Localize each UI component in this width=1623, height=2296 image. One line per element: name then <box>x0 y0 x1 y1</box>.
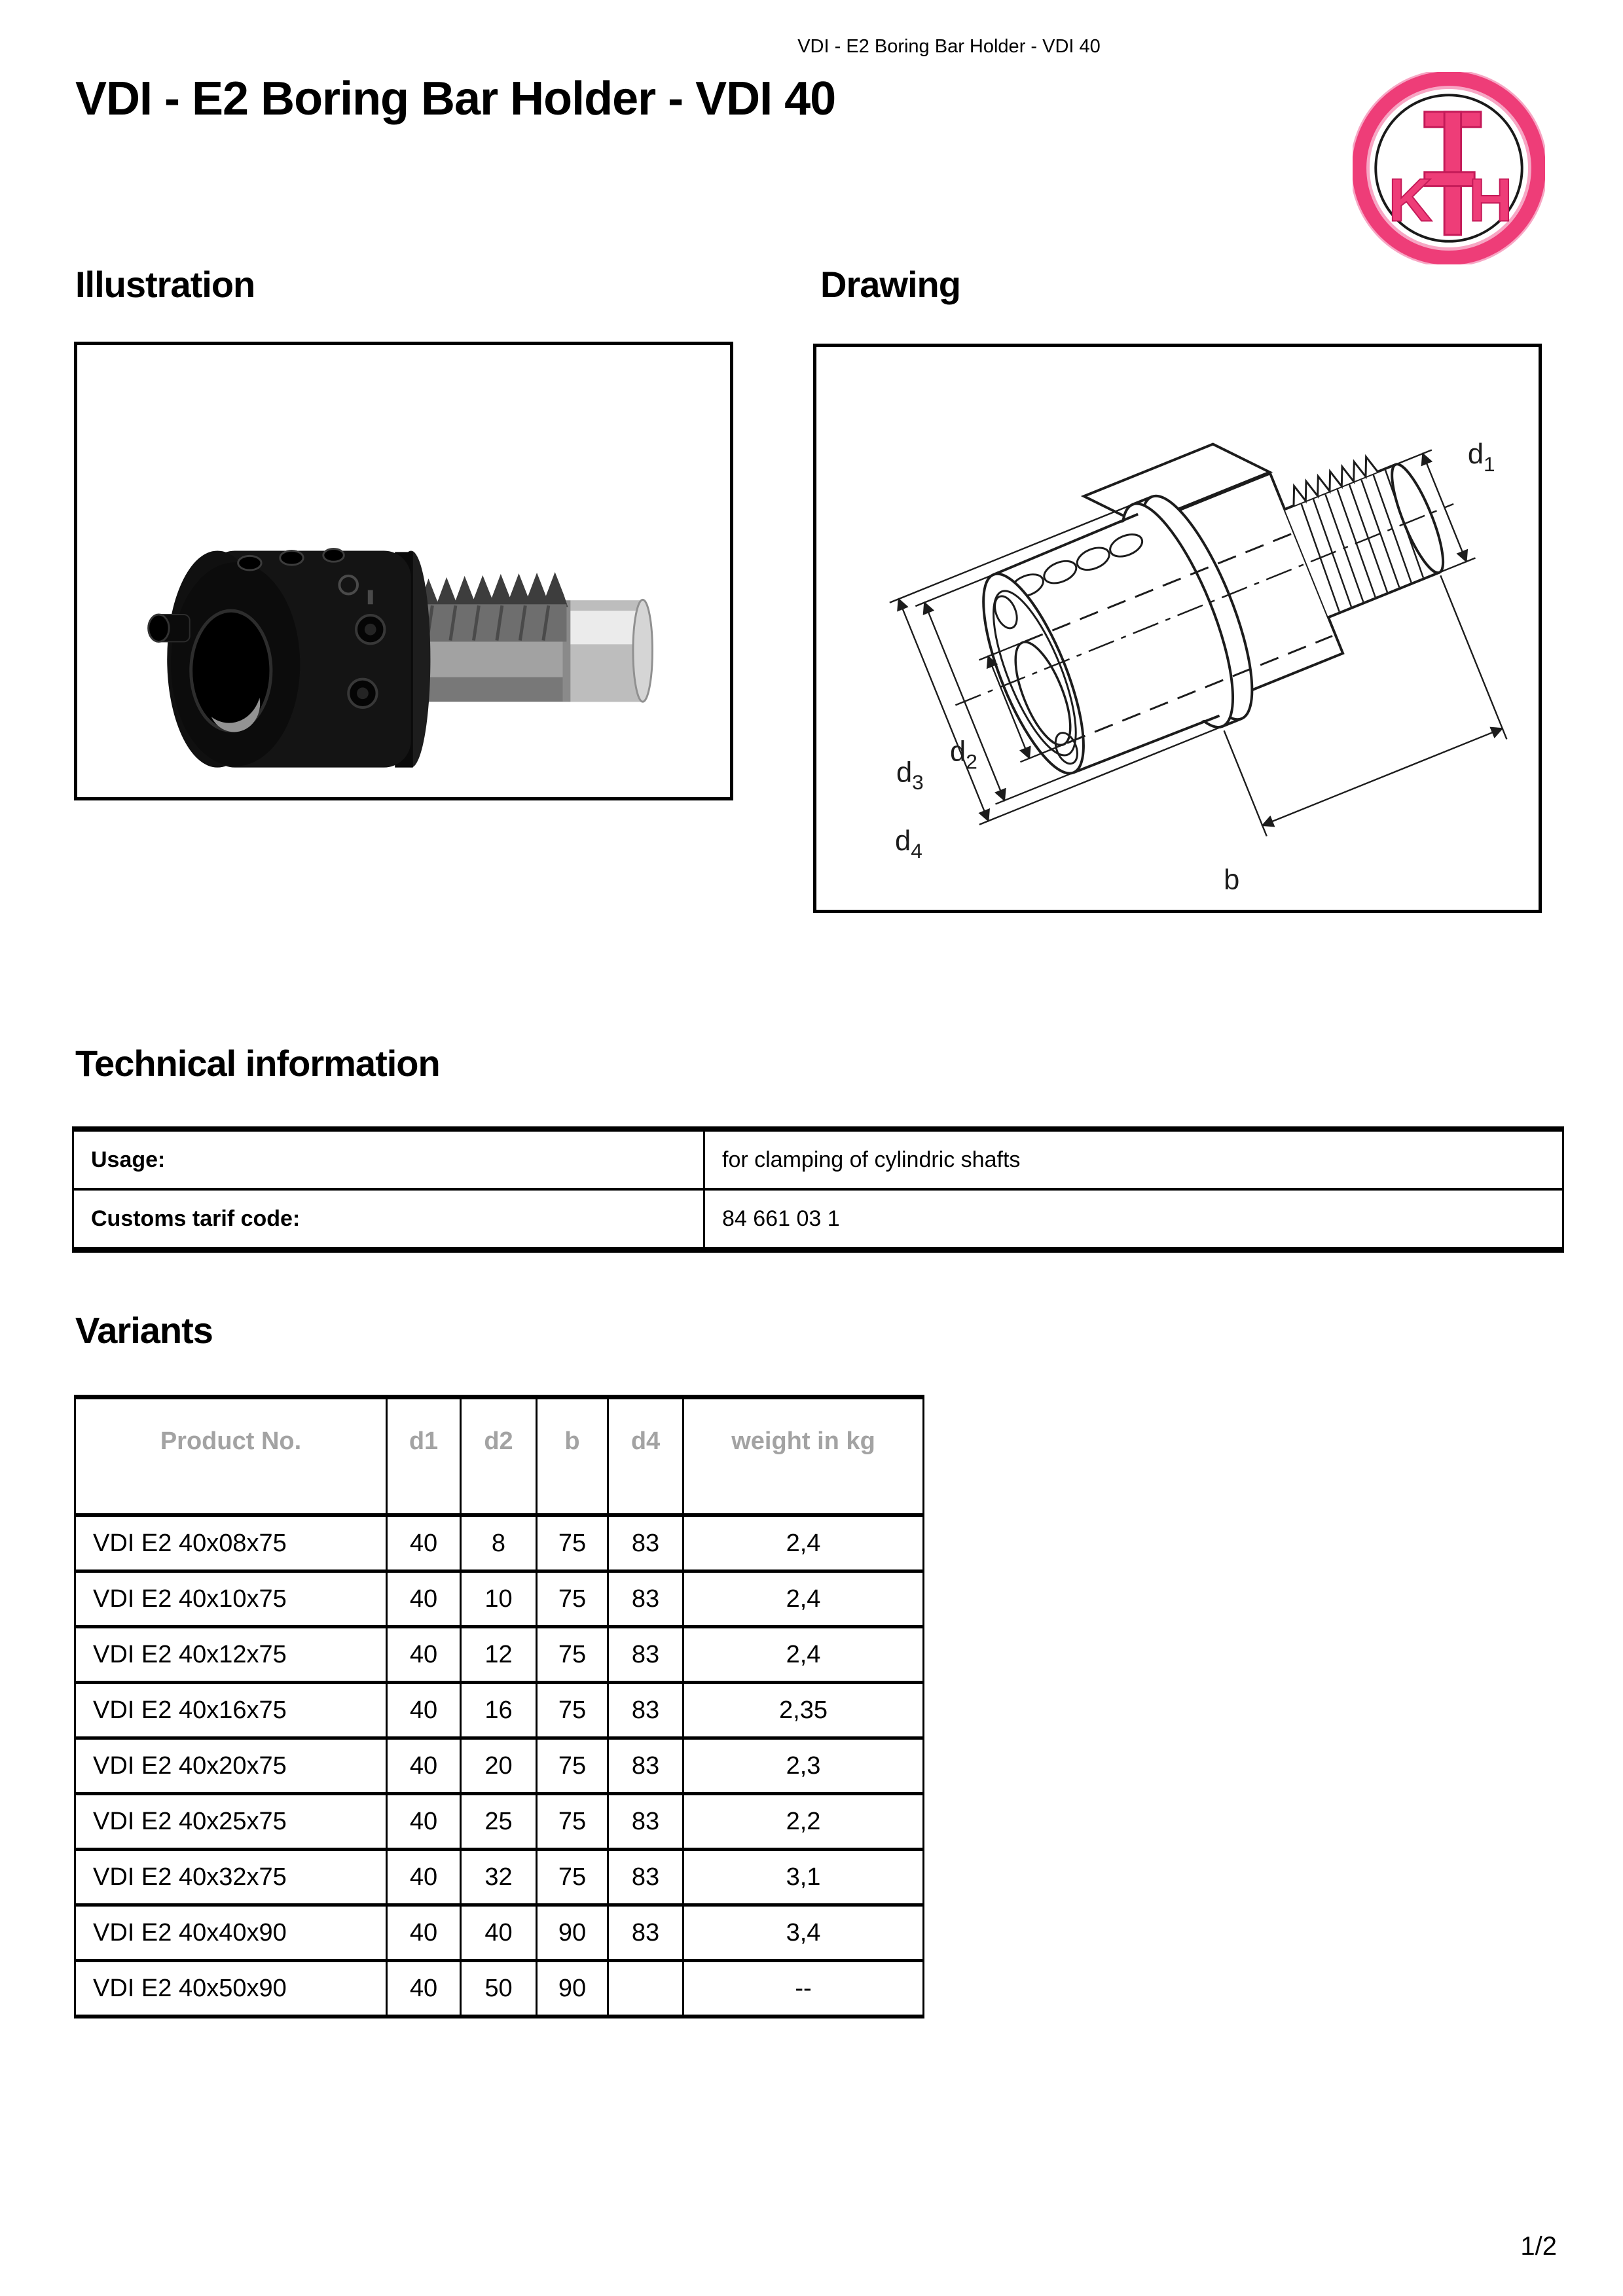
cell-product: VDI E2 40x50x90 <box>75 1961 387 2017</box>
page-number: 1/2 <box>1520 2232 1557 2261</box>
cell-d4: 83 <box>608 1571 684 1627</box>
table-row <box>75 1738 924 1794</box>
table-row <box>73 1189 1563 1250</box>
tech-label: Usage: <box>73 1129 704 1189</box>
cell-d1: 40 <box>387 1905 461 1961</box>
cell-product: VDI E2 40x32x75 <box>75 1850 387 1905</box>
section-heading-illustration: Illustration <box>75 264 255 305</box>
col-header-weight: weight in kg <box>684 1397 924 1516</box>
table-row <box>75 1905 924 1961</box>
cell-b: 75 <box>537 1738 608 1794</box>
cell-product: VDI E2 40x25x75 <box>75 1794 387 1850</box>
variants-header-row <box>75 1397 924 1516</box>
cell-d4: 83 <box>608 1683 684 1738</box>
cell-weight: 2,4 <box>684 1627 924 1683</box>
section-heading-drawing: Drawing <box>820 264 960 305</box>
cell-b: 75 <box>537 1794 608 1850</box>
cell-b: 75 <box>537 1627 608 1683</box>
cell-b: 90 <box>537 1905 608 1961</box>
cell-d2: 10 <box>461 1571 537 1627</box>
cell-weight: 3,1 <box>684 1850 924 1905</box>
photo-left-screw <box>149 615 190 641</box>
cell-d2: 16 <box>461 1683 537 1738</box>
tech-label: Customs tarif code: <box>73 1189 704 1250</box>
cell-d4 <box>608 1961 684 2017</box>
cell-b: 75 <box>537 1683 608 1738</box>
col-header-b: b <box>537 1397 608 1516</box>
cell-d1: 40 <box>387 1961 461 2017</box>
dim-label-d4: $d_4$ <box>895 825 922 863</box>
dim-label-d2: $d_2$ <box>950 736 977 774</box>
technical-info-table <box>72 1126 1564 1253</box>
cell-d2: 50 <box>461 1961 537 2017</box>
cell-weight: -- <box>684 1961 924 2017</box>
table-row <box>75 1683 924 1738</box>
cell-b: 75 <box>537 1571 608 1627</box>
cell-d4: 83 <box>608 1515 684 1571</box>
cell-d1: 40 <box>387 1850 461 1905</box>
cell-d2: 20 <box>461 1738 537 1794</box>
dim-label-d3: $d_3$ <box>896 757 924 795</box>
col-header-d1: d1 <box>387 1397 461 1516</box>
cell-product: VDI E2 40x10x75 <box>75 1571 387 1627</box>
cell-d4: 83 <box>608 1905 684 1961</box>
cell-d4: 83 <box>608 1794 684 1850</box>
table-row <box>75 1961 924 2017</box>
illustration-box <box>74 342 733 800</box>
table-row <box>75 1850 924 1905</box>
cell-d1: 40 <box>387 1571 461 1627</box>
dim-label-d1: $d_1$ <box>1467 438 1495 476</box>
cell-d1: 40 <box>387 1627 461 1683</box>
drawing-box <box>813 344 1542 913</box>
logo-letter-h: H <box>1468 166 1513 234</box>
cell-weight: 2,35 <box>684 1683 924 1738</box>
cell-weight: 2,3 <box>684 1738 924 1794</box>
kfh-logo <box>1353 72 1545 264</box>
col-header-d4: d4 <box>608 1397 684 1516</box>
cell-d2: 25 <box>461 1794 537 1850</box>
cell-b: 90 <box>537 1961 608 2017</box>
table-row <box>75 1794 924 1850</box>
table-row <box>73 1129 1563 1189</box>
cell-d1: 40 <box>387 1683 461 1738</box>
cell-d1: 40 <box>387 1794 461 1850</box>
cell-d4: 83 <box>608 1850 684 1905</box>
cell-d2: 8 <box>461 1515 537 1571</box>
cell-product: VDI E2 40x12x75 <box>75 1627 387 1683</box>
col-header-d2: d2 <box>461 1397 537 1516</box>
product-photo <box>77 345 730 797</box>
col-header-product: Product No. <box>75 1397 387 1516</box>
cell-d1: 40 <box>387 1738 461 1794</box>
cell-weight: 2,2 <box>684 1794 924 1850</box>
technical-drawing <box>816 347 1539 910</box>
cell-d4: 83 <box>608 1738 684 1794</box>
section-heading-technical: Technical information <box>75 1043 440 1084</box>
document-header-line: VDI - E2 Boring Bar Holder - VDI 40 <box>797 36 1101 57</box>
cell-product: VDI E2 40x08x75 <box>75 1515 387 1571</box>
table-row <box>75 1571 924 1627</box>
cell-d2: 12 <box>461 1627 537 1683</box>
section-heading-variants: Variants <box>75 1310 213 1351</box>
table-row <box>75 1515 924 1571</box>
tech-value: 84 661 03 1 <box>704 1189 1563 1250</box>
tech-value: for clamping of cylindric shafts <box>704 1129 1563 1189</box>
page-title: VDI - E2 Boring Bar Holder - VDI 40 <box>75 73 836 125</box>
cell-product: VDI E2 40x40x90 <box>75 1905 387 1961</box>
photo-body <box>149 548 431 767</box>
cell-product: VDI E2 40x20x75 <box>75 1738 387 1794</box>
cell-weight: 2,4 <box>684 1571 924 1627</box>
cell-weight: 2,4 <box>684 1515 924 1571</box>
logo-letter-k: K <box>1388 166 1432 234</box>
cell-b: 75 <box>537 1515 608 1571</box>
variants-table <box>74 1395 924 2018</box>
dim-label-b: b <box>1224 864 1240 896</box>
photo-thread-teeth <box>420 572 568 607</box>
cell-d2: 32 <box>461 1850 537 1905</box>
cell-d2: 40 <box>461 1905 537 1961</box>
cell-weight: 3,4 <box>684 1905 924 1961</box>
cell-product: VDI E2 40x16x75 <box>75 1683 387 1738</box>
kfh-logo-icon <box>1353 72 1545 264</box>
table-row <box>75 1627 924 1683</box>
cell-b: 75 <box>537 1850 608 1905</box>
cell-d4: 83 <box>608 1627 684 1683</box>
photo-shaft <box>405 572 653 702</box>
cell-d1: 40 <box>387 1515 461 1571</box>
